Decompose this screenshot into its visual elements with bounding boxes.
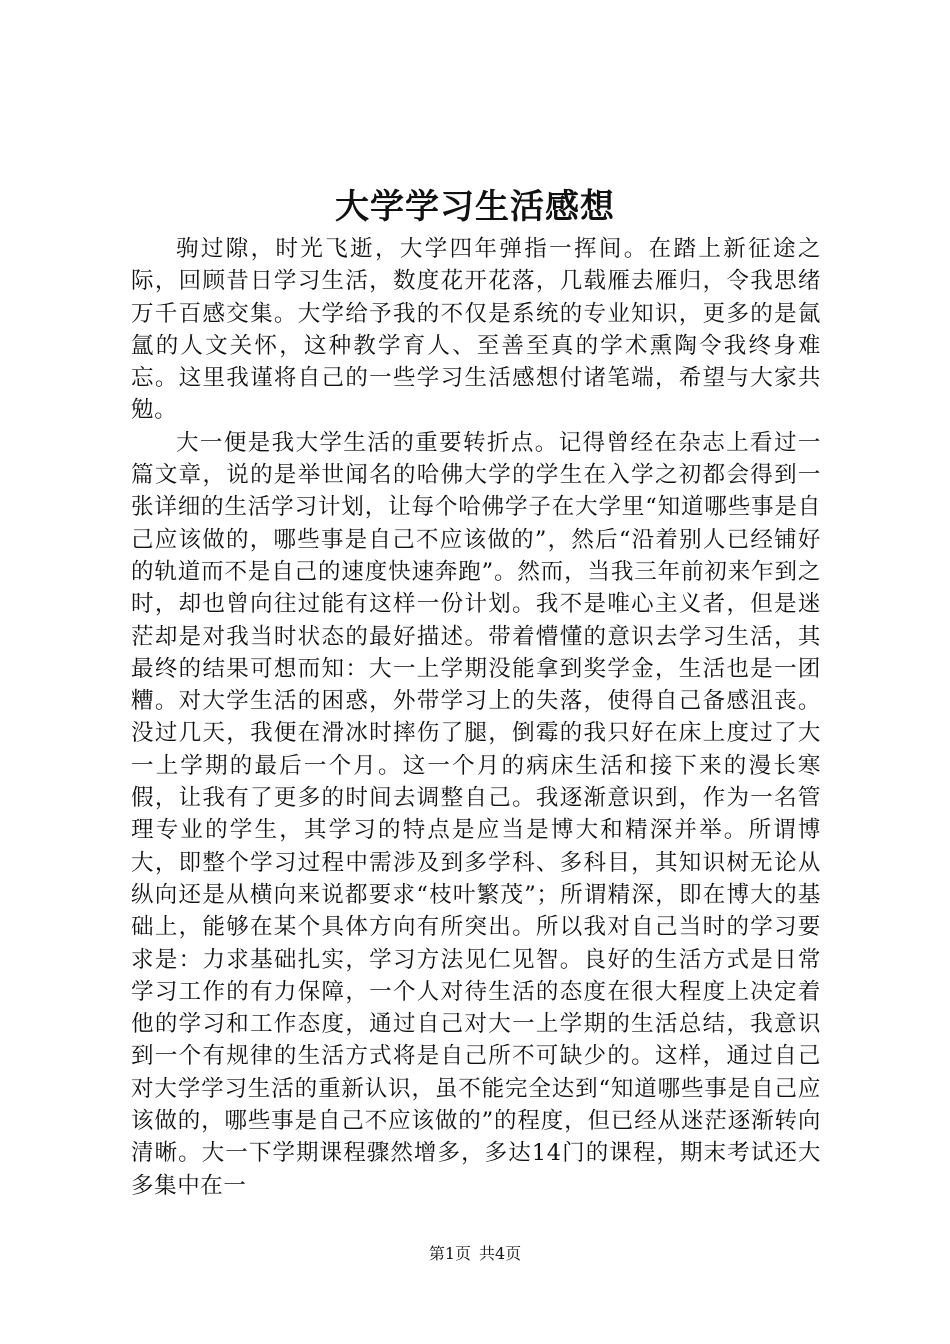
document-body <box>131 233 821 1202</box>
page-total: 共4页 <box>479 1244 522 1263</box>
document-title: 大学学习生活感想 <box>335 187 615 227</box>
page-footer <box>0 1243 950 1265</box>
paragraph-1: 驹过隙，时光飞逝，大学四年弹指一挥间。在踏上新征途之际，回顾昔日学习生活，数度花开花落，几载雁去雁归，令我思绪万千百感交集。大学给予我的不仅是系统的专业知识，更多的是氤氲的人文关怀，这种教学育人、至善至真的学术熏陶令我终身难忘。这里我谨将自己的一些学习生活感想付诸笔端，希望与大家共勉。 <box>131 236 821 424</box>
paragraph-2: 大一便是我大学生活的重要转折点。记得曾经在杂志上看过一篇文章，说的是举世闻名的哈佛大学的学生在入学之初都会得到一张详细的生活学习计划，让每个哈佛学子在大学里“知道哪些事是自己应该做的，哪些事是自己不应该做的”，然后“沿着别人已经铺好的轨道而不是自己的速度快速奔跑”。然而，当我三年前初来乍到之时，却也曾向往过能有这样一份计划。我不是唯心主义者，但是迷茫却是对我当时状态的最好描述。带着懵懂的意识去学习生活，其最终的结果可想而知：大一上学期没能拿到奖学金，生活也是一团糟。对大学生活的困惑，外带学习上的失落，使得自己备感沮丧。没过几天，我便在滑冰时摔伤了腿，倒霉的我只好在床上度过了大一上学期的最后一个月。这一个月的病床生活和接下来的漫长寒假，让我有了更多的时间去调整自己。我逐渐意识到，作为一名管理专业的学生，其学习的特点是应当是博大和精深并举。所谓博大，即整个学习过程中需涉及到多学科、多科目，其知识树无论从纵向还是从横向来说都要求“枝叶繁茂”；所谓精深，即在博大的基础上，能够在某个具体方向有所突出。所以我对自己当时的学习要求是：力求基础扎实，学习方法见仁见智。良好的生活方式是日常学习工作的有力保障，一个人对待生活的态度在很大程度上决定着他的学习和工作态度，通过自己对大一上学期的生活总结，我意识到一个有规律的生活方式将是自己所不可缺少的。这样，通过自己对大学学习生活的重新认识，虽不能完全达到“知道哪些事是自己应该做的，哪些事是自己不应该做的”的程度，但已经从迷茫逐渐转向清晰。大一下学期课程骤然增多，多达14门的课程，期末考试还大多集中在一 <box>131 429 821 1199</box>
page-number: 第1页 <box>428 1244 471 1263</box>
